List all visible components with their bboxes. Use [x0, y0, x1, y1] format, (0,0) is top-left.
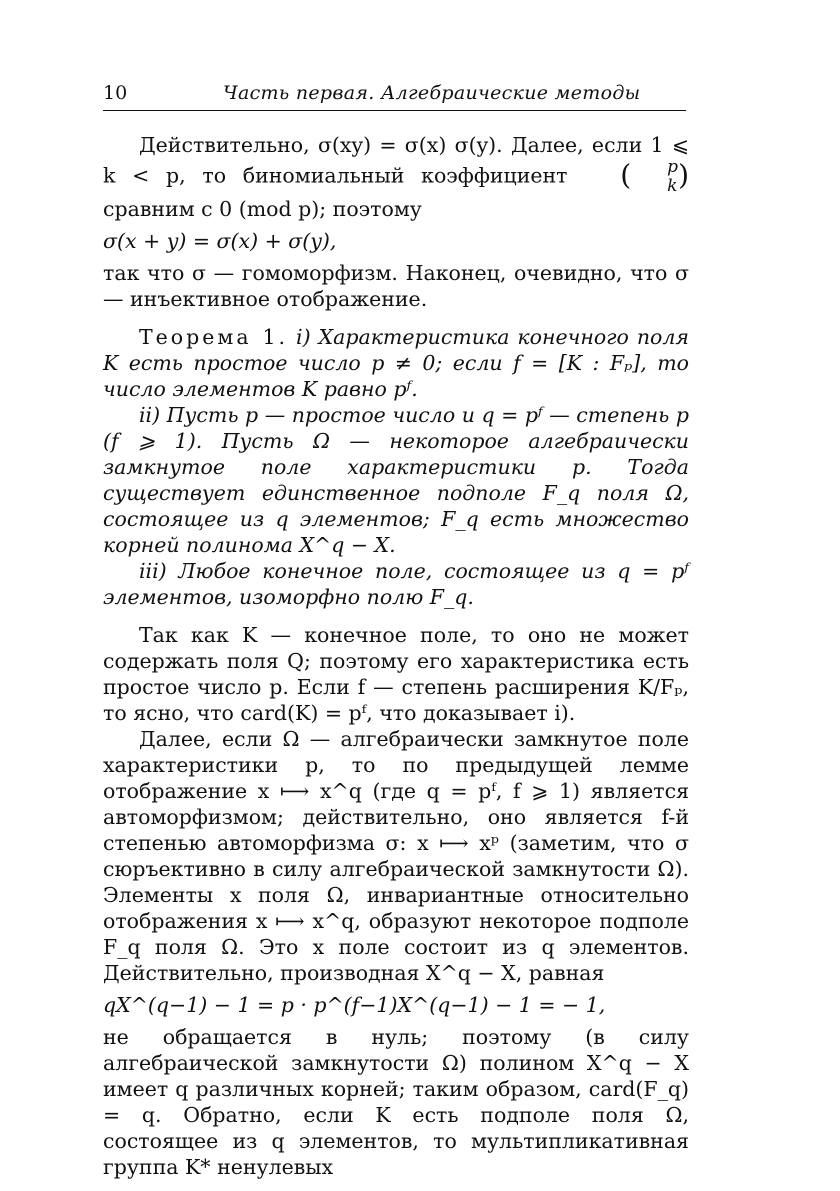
theorem-part-iii: iii) Любое конечное поле, состоящее из q = pᶠ элементов, изоморфно полю F_q.	[103, 559, 689, 609]
binom-top: p	[667, 157, 679, 177]
paragraph-homomorphism	[103, 132, 689, 222]
paragraph-injective: так что σ — гомоморфизм. Наконец, очевидно, что σ — инъективное отображение.	[103, 261, 689, 311]
display-equation-derivative: qX^(q−1) − 1 = p · p^(f−1)X^(q−1) − 1 = − 1,	[103, 993, 606, 1017]
text-frag: Действительно, σ(xy) = σ(x) σ(y). Далее, если 1 ⩽ k < p, то биномиальный коэффициент	[103, 133, 689, 188]
running-header	[103, 82, 686, 111]
theorem-part-i	[103, 324, 689, 402]
running-title: Часть первая. Алгебраические методы	[223, 82, 641, 104]
binom-bottom: k	[667, 176, 678, 196]
proof-paragraph-1: Так как K — конечное поле, то оно не может содержать поля Q; поэтому его характеристика есть простое число p. Если f — степень расширения K/Fₚ, то ясно, что card(K) = pᶠ, что доказывает i).	[103, 623, 689, 725]
page-body	[103, 132, 689, 1180]
display-equation-sigma: σ(x + y) = σ(x) + σ(y),	[103, 229, 337, 253]
theorem-label: Теорема 1.	[139, 325, 289, 349]
proof-paragraph-3: не обращается в нуль; поэтому (в силу алгебраической замкнутости Ω) полином X^q − X имеет q различных корней; таким образом, card(F_q) = q. Обратно, если K есть подполе поля Ω, состоящее из q элементов, то мультипликативная группа K* ненулевых	[103, 1025, 689, 1179]
proof-paragraph-2: Далее, если Ω — алгебраически замкнутое поле характеристики p, то по предыдущей лемме отображение x ⟼ x^q (где q = pᶠ, f ⩾ 1) является автоморфизмом; действительно, оно является f-й степенью автоморфизма σ: x ⟼ xᵖ (заметим, что σ сюръективно в силу алгебраической замкнутости Ω). Элементы x поля Ω, инвариантные относительно отображения x ⟼ x^q, образуют некоторое подполе F_q поля Ω. Это x поле состоит из q элементов. Действительно, производная X^q − X, равная	[103, 727, 689, 985]
theorem-part-ii: ii) Пусть p — простое число и q = pᶠ — степень p (f ⩾ 1). Пусть Ω — некоторое алгебраически замкнутое поле характеристики p. Тогда существует единственное подполе F_q поля Ω, состоящее из q элементов; F_q есть множество корней полинома X^q − X.	[103, 403, 689, 557]
theorem-text: i) Характеристика конечного поля K есть простое число p ≠ 0; если f = [K : Fₚ], то число элементов K равно pᶠ.	[103, 325, 689, 401]
page-number: 10	[103, 82, 128, 104]
text-frag: сравним с 0 (mod p); поэтому	[103, 197, 422, 221]
binomial-coefficient: ( p k )	[620, 157, 689, 196]
